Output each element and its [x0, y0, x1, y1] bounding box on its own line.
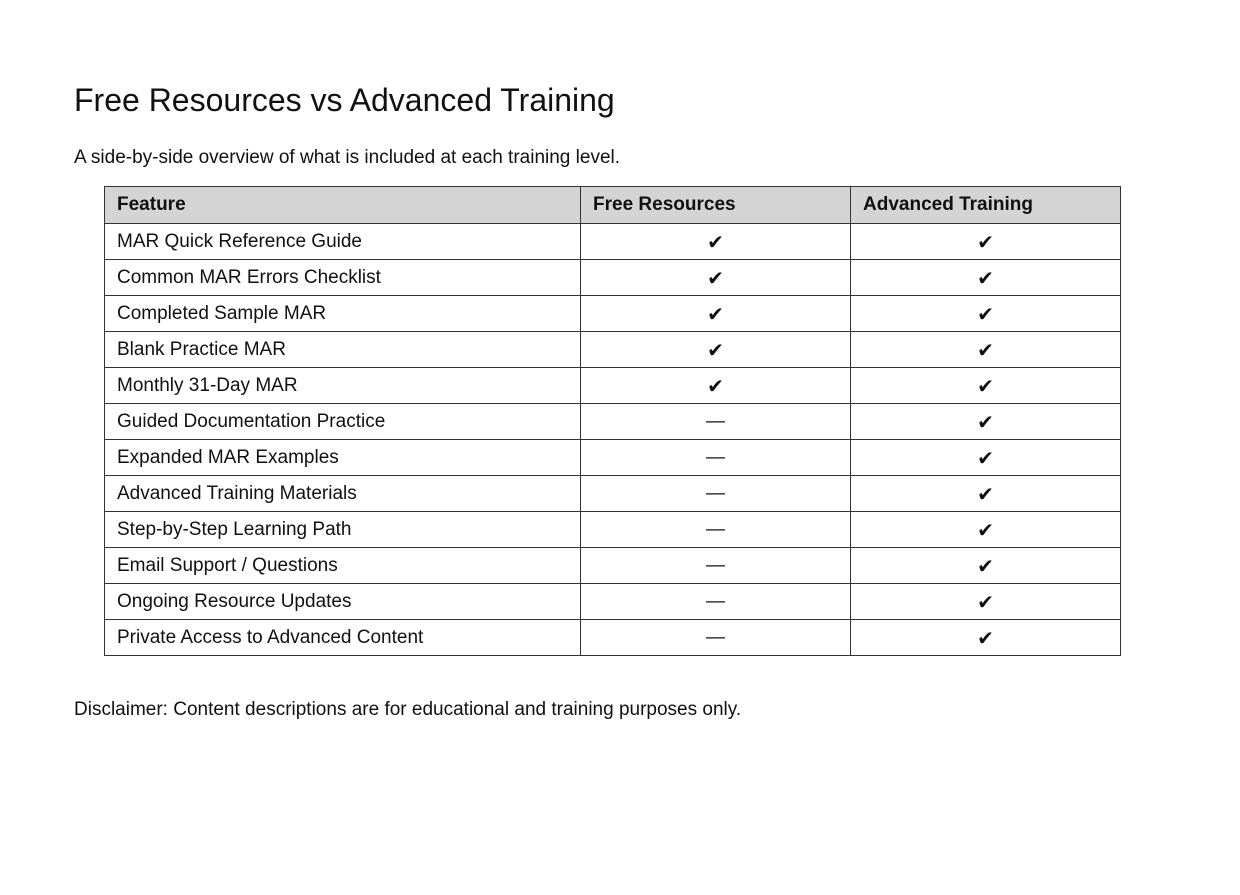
table-row	[105, 476, 1121, 512]
feature-cell: Blank Practice MAR	[105, 332, 581, 368]
table-row	[105, 404, 1121, 440]
free-check-icon: ✔	[581, 332, 851, 368]
header-free-resources: Free Resources	[581, 187, 851, 224]
advanced-check-icon: ✔	[851, 584, 1121, 620]
table-row	[105, 296, 1121, 332]
advanced-check-icon: ✔	[851, 224, 1121, 260]
table-row	[105, 368, 1121, 404]
table-row	[105, 512, 1121, 548]
feature-cell: Advanced Training Materials	[105, 476, 581, 512]
advanced-check-icon: ✔	[851, 476, 1121, 512]
table-row	[105, 584, 1121, 620]
table-row	[105, 260, 1121, 296]
advanced-check-icon: ✔	[851, 260, 1121, 296]
advanced-check-icon: ✔	[851, 368, 1121, 404]
free-check-icon: ✔	[581, 224, 851, 260]
free-check-icon: ✔	[581, 296, 851, 332]
free-dash-icon: —	[581, 440, 851, 476]
table-row	[105, 620, 1121, 656]
feature-cell: Private Access to Advanced Content	[105, 620, 581, 656]
advanced-check-icon: ✔	[851, 332, 1121, 368]
advanced-check-icon: ✔	[851, 296, 1121, 332]
page-subtitle: A side-by-side overview of what is included at each training level.	[74, 147, 621, 168]
free-dash-icon: —	[581, 584, 851, 620]
advanced-check-icon: ✔	[851, 440, 1121, 476]
table-row	[105, 224, 1121, 260]
free-check-icon: ✔	[581, 260, 851, 296]
free-dash-icon: —	[581, 476, 851, 512]
advanced-check-icon: ✔	[851, 548, 1121, 584]
advanced-check-icon: ✔	[851, 620, 1121, 656]
feature-cell: MAR Quick Reference Guide	[105, 224, 581, 260]
feature-cell: Email Support / Questions	[105, 548, 581, 584]
table-row	[105, 548, 1121, 584]
page-title: Free Resources vs Advanced Training	[74, 82, 615, 118]
feature-cell: Common MAR Errors Checklist	[105, 260, 581, 296]
comparison-table	[104, 186, 1121, 656]
header-feature: Feature	[105, 187, 581, 224]
table-header	[105, 187, 1121, 224]
feature-cell: Completed Sample MAR	[105, 296, 581, 332]
advanced-check-icon: ✔	[851, 404, 1121, 440]
feature-cell: Guided Documentation Practice	[105, 404, 581, 440]
free-check-icon: ✔	[581, 368, 851, 404]
table-body	[105, 224, 1121, 656]
table-row	[105, 332, 1121, 368]
disclaimer-text: Disclaimer: Content descriptions are for educational and training purposes only.	[74, 699, 742, 720]
advanced-check-icon: ✔	[851, 512, 1121, 548]
free-dash-icon: —	[581, 620, 851, 656]
table-header-row	[105, 187, 1121, 224]
feature-cell: Monthly 31-Day MAR	[105, 368, 581, 404]
feature-cell: Expanded MAR Examples	[105, 440, 581, 476]
free-dash-icon: —	[581, 512, 851, 548]
table-row	[105, 440, 1121, 476]
feature-cell: Ongoing Resource Updates	[105, 584, 581, 620]
free-dash-icon: —	[581, 548, 851, 584]
free-dash-icon: —	[581, 404, 851, 440]
header-advanced-training: Advanced Training	[851, 187, 1121, 224]
feature-cell: Step-by-Step Learning Path	[105, 512, 581, 548]
